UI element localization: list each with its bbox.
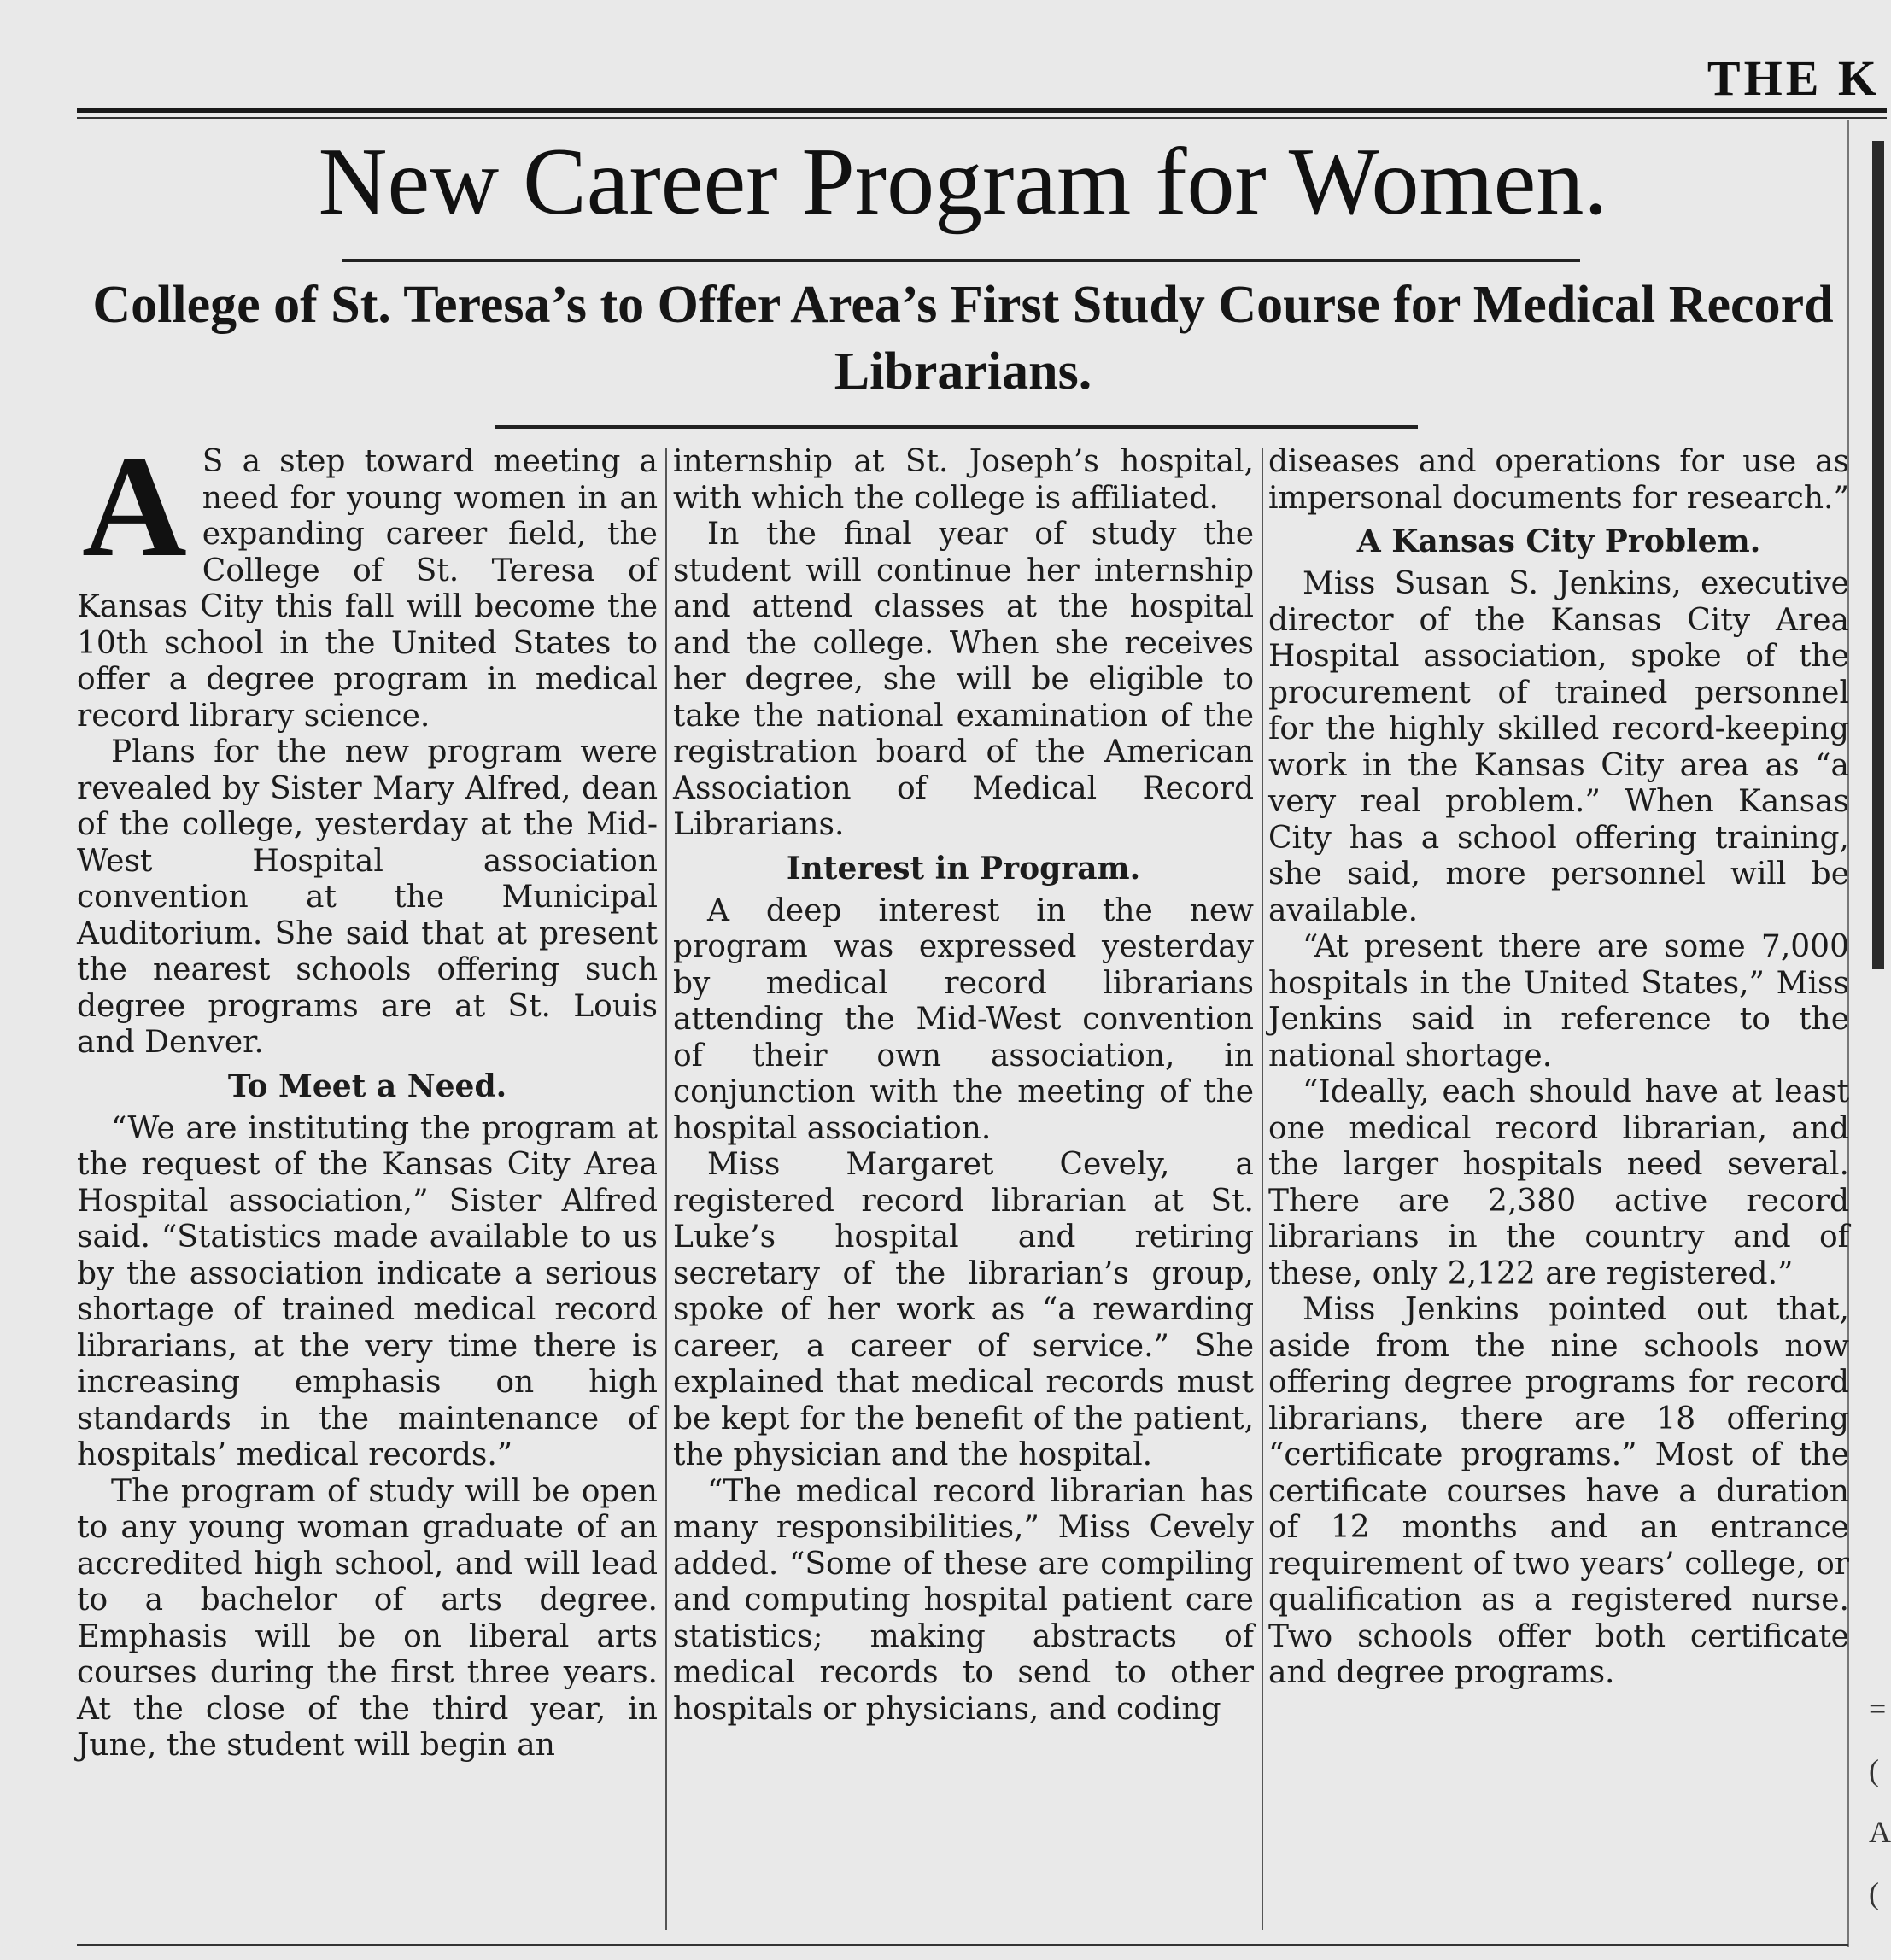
edge-mark: ( (1869, 1876, 1879, 1910)
column-rule-1 (665, 448, 667, 1930)
paragraph: diseases and operations for use as impersonal documents for research.” (1268, 444, 1849, 516)
paragraph: “Ideally, each should have at least one medical record librarian, and the larger hospitals need several. There are 2,380 active record librarians in the country and of these, only 2,122 are registered.” (1268, 1074, 1849, 1291)
paragraph: “The medical record librarian has many responsibilities,” Miss Cevely added. “Some of these are compiling and computing hospital patient care statistics; making abstracts of medical records to send to other hospitals or physicians, and coding (673, 1473, 1254, 1727)
paragraph: Miss Susan S. Jenkins, executive director of the Kansas City Area Hospital association, spoke of the procurement of trained personnel for the highly skilled record-keeping work in the Kansas City area as “a very real problem.” When Kansas City has a school offering training, she said, more personnel will be available. (1268, 566, 1849, 928)
headline-rule (342, 259, 1580, 262)
article-column-1 (77, 426, 658, 1764)
subheadline: College of St. Teresa’s to Offer Area’s First Study Course for Medical Record Librarians. (92, 276, 1834, 401)
top-rule-thin (77, 117, 1887, 119)
lead-paragraph (77, 426, 658, 734)
section-heading: To Meet a Need. (227, 1068, 507, 1104)
adjacent-column-fragments (1869, 1678, 1891, 1924)
paragraph: “We are instituting the program at the request of the Kansas City Area Hospital association,” Sister Alfred said. “Statistics made available to us by the association indicate a serious shortage of trained medical record librarians, at the very time there is increasing emphasis on high standards in the maintenance of hospitals’ medical records.” (77, 1110, 658, 1472)
section-heading: A Kansas City Problem. (1356, 524, 1761, 559)
article-column-2 (673, 444, 1254, 1728)
drop-cap: A (82, 426, 187, 587)
bottom-rule (77, 1944, 1848, 1946)
edge-mark: ( (1869, 1753, 1879, 1787)
paragraph: A deep interest in the new program was expressed yesterday by medical record librarians attending the Mid-West convention of their own association, in conjunction with the meeting of the hospital association. (673, 892, 1254, 1146)
paragraph: Plans for the new program were revealed by Sister Mary Alfred, dean of the college, yesterday at the Mid-West Hospital association convention at the Municipal Auditorium. She said that at present the nearest schools offering such degree programs are at St. Louis and Denver. (77, 734, 658, 1060)
paragraph: Miss Margaret Cevely, a registered record librarian at St. Luke’s hospital and retiring secretary of the librarian’s group, spoke of her work as “a rewarding career, a career of service.” She explained that medical records must be kept for the benefit of the patient, the physician and the hospital. (673, 1147, 1254, 1472)
lead-text: S a step toward meeting a need for young women in an expanding career field, the College of St. Teresa of Kansas City this fall will become the 10th school in the United States to offer a degree program in medical record library science. (77, 444, 658, 734)
subhead-rule (495, 425, 1418, 429)
headline: New Career Program for Women. (318, 129, 1608, 235)
adjacent-article-bar (1872, 141, 1884, 969)
paragraph: internship at St. Joseph’s hospital, with which the college is affiliated. (673, 444, 1254, 516)
article-column-3 (1268, 444, 1849, 1692)
paragraph: The program of study will be open to any young woman graduate of an accredited high school, and will lead to a bachelor of arts degree. Emphasis will be on liberal arts courses during the first three years. At the close of the third year, in June, the student will begin an (77, 1473, 658, 1763)
edge-mark: A (1869, 1815, 1891, 1849)
paragraph: In the final year of study the student will continue her internship and attend classes at the hospital and the college. When she receives her degree, she will be eligible to take the national examination of the registration board of the American Association of Medical Record Librarians. (673, 517, 1254, 842)
paragraph: “At present there are some 7,000 hospitals in the United States,” Miss Jenkins said in reference to the national shortage. (1268, 929, 1849, 1074)
masthead-fragment: THE K (1707, 50, 1880, 106)
paragraph: Miss Jenkins pointed out that, aside from the nine schools now offering degree programs for record librarians, there are 18 offering “certificate programs.” Most of the certificate courses have a duration of 12 months and an entrance requirement of two years’ college, or qualification as a registered nurse. Two schools offer both certificate and degree programs. (1268, 1292, 1849, 1690)
column-rule-2 (1262, 448, 1263, 1930)
edge-mark: = (1869, 1692, 1887, 1726)
top-rule (77, 108, 1887, 113)
section-heading: Interest in Program. (786, 850, 1141, 886)
